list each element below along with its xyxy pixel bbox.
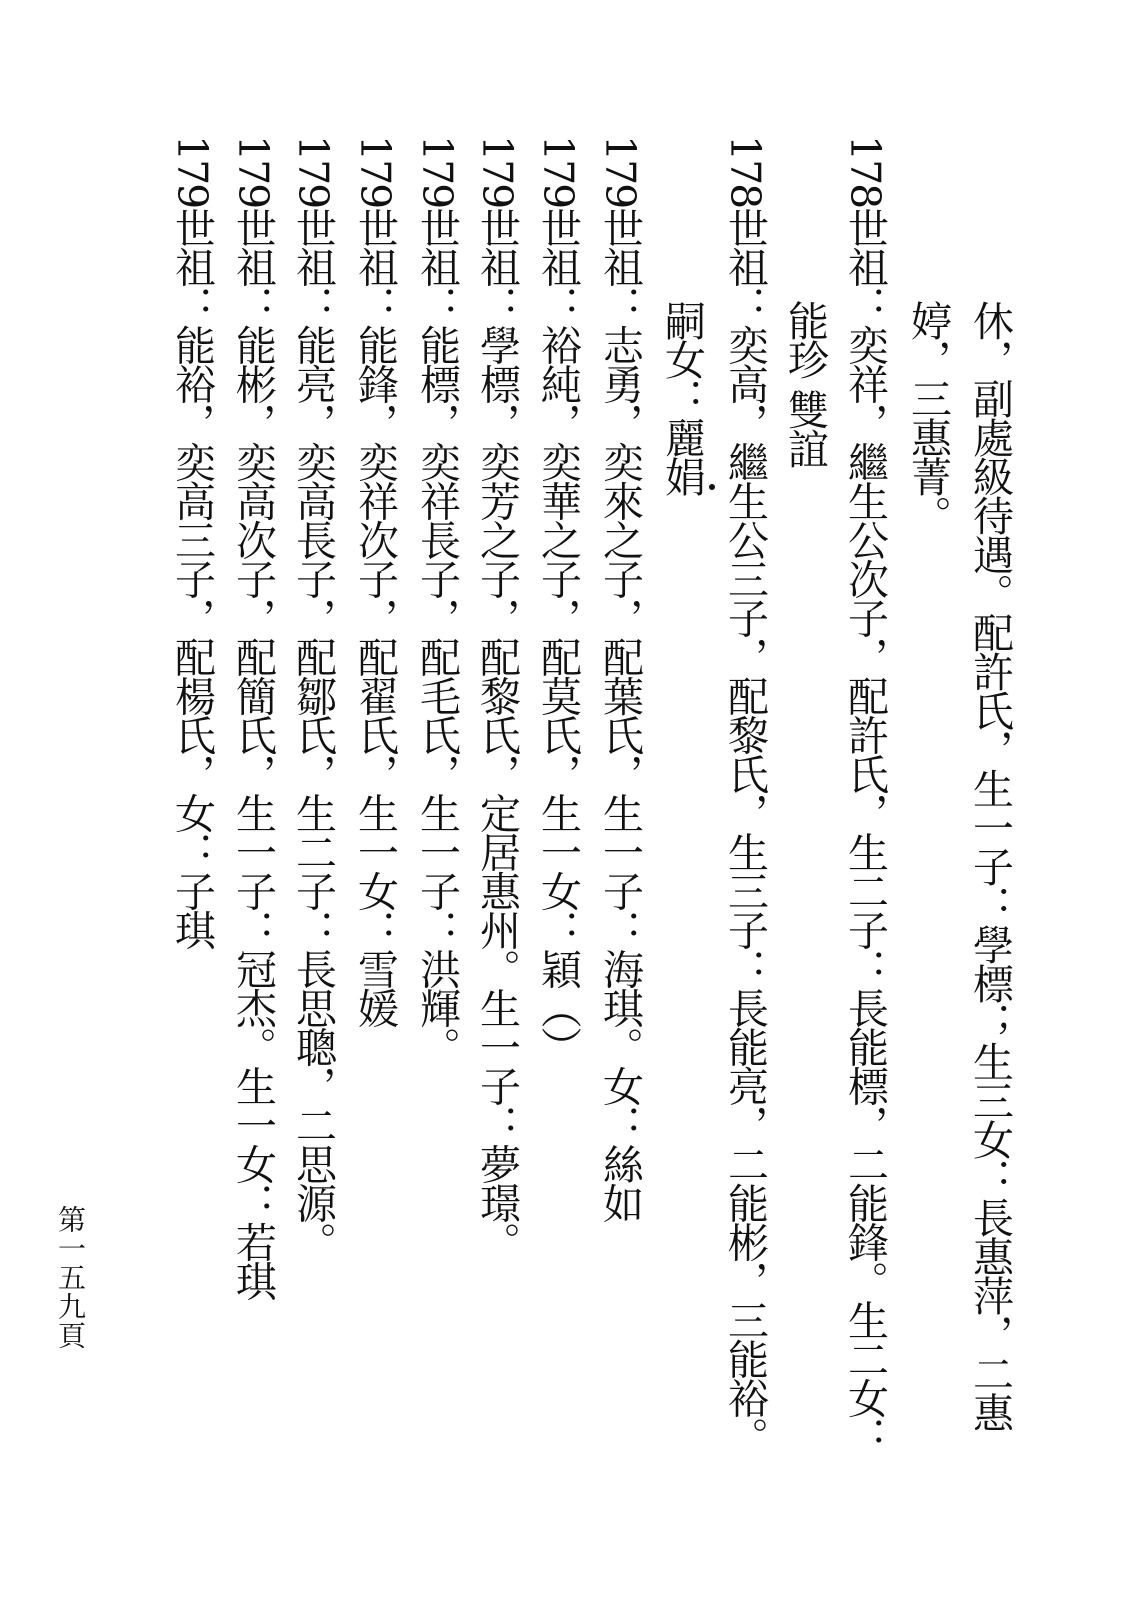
text-column-8: 179世祖：裕純，奕華之子，配莫氏，生一女：穎（） xyxy=(534,135,582,1066)
text-column-6: 嗣女：麗娟 xyxy=(658,300,706,495)
text-column-11: 179世祖：能鋒，奕祥次子，配翟氏，生一女：雪媛 xyxy=(351,135,399,1027)
text-column-5: 178世祖：奕高，繼生公三子，配黎氏，生三子：長能亮，二能彬，三能裕。 xyxy=(721,135,769,1456)
ink-speck xyxy=(709,484,715,490)
text-column-14: 179世祖：能裕，奕高三子，配楊氏，女：子琪 xyxy=(168,135,216,949)
text-column-3: 178世祖：奕祥，繼生公次子，配許氏，生二子：長能標，二能鋒。生二女： xyxy=(841,135,889,1456)
text-column-10: 179世祖：能標，奕祥長子，配毛氏，生一子：洪輝。 xyxy=(413,135,461,1066)
text-column-12: 179世祖：能亮，奕高長子，配鄒氏，生二子：長思聰，二思源。 xyxy=(289,135,337,1261)
page-number: 第一五九頁 xyxy=(54,1205,87,1350)
text-column-2: 婷，三惠菁。 xyxy=(904,300,952,534)
text-column-4: 能珍 雙誼 xyxy=(781,300,829,468)
text-column-9: 179世祖：學標，奕芳之子，配黎氏，定居惠州。生一子：夢璟。 xyxy=(473,135,521,1261)
text-column-7: 179世祖：志勇，奕來之子，配葉氏，生一子：海琪。女：絲如 xyxy=(596,135,644,1222)
text-column-13: 179世祖：能彬，奕高次子，配簡氏，生一子：冠杰。生一女：若琪 xyxy=(229,135,277,1300)
text-column-1: 休，副處級待遇。配許氏，生一子：學標；生三女：長惠萍，二惠 xyxy=(966,300,1014,1431)
